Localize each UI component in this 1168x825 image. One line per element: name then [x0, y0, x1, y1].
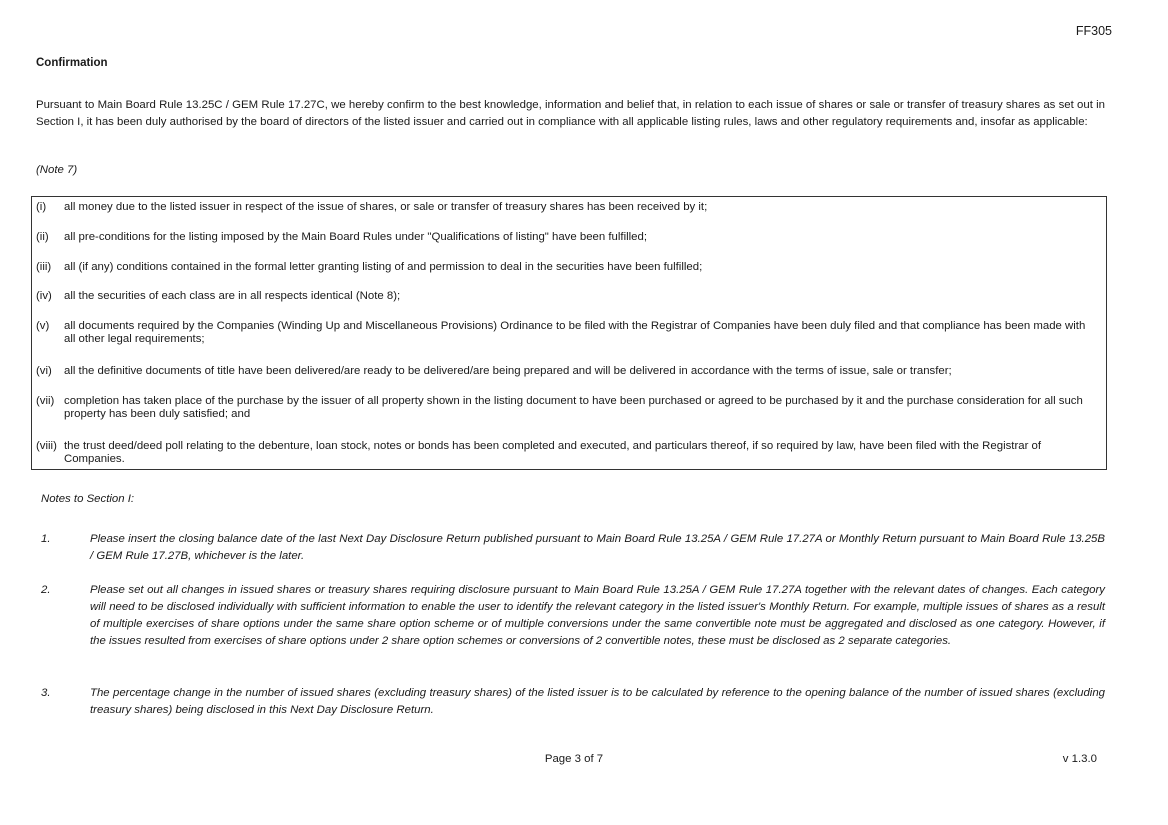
section-heading: Confirmation: [36, 57, 108, 69]
note-number: 2.: [41, 584, 51, 596]
confirmation-item: [36, 201, 1096, 214]
confirmation-number: (iv): [36, 290, 52, 302]
confirmation-item: [36, 440, 1096, 466]
confirmation-text: completion has taken place of the purchase by the issuer of all property shown in the listing document to have been purchased or agreed to be purchased by it and the purchase consideration for all such property has been duly satisfied; and: [64, 395, 1083, 420]
confirmation-item: [36, 395, 1096, 421]
confirmation-number: (ii): [36, 231, 49, 243]
note-item: [41, 531, 1105, 565]
confirmation-item: [36, 261, 1096, 274]
note-text: Please insert the closing balance date of the last Next Day Disclosure Return published pursuant to Main Board Rule 13.25A / GEM Rule 17.27A or Monthly Return pursuant to Main Board Rule 13.25B / GEM Rule 17.27B, whichever is the later.: [90, 533, 1105, 562]
confirmation-item: [36, 320, 1096, 346]
confirmation-item: [36, 365, 1096, 378]
notes-heading: Notes to Section I:: [41, 493, 135, 505]
note-text: Please set out all changes in issued shares or treasury shares requiring disclosure pursuant to Main Board Rule 13.25A / GEM Rule 17.27A together with the relevant dates of changes. Each category will need to be disclosed individually with sufficient information to enable the user to identify the relevant category in the listed issuer's Monthly Return. For example, multiple issues of shares as a result of multiple exercises of share options under the same share option scheme or of multiple conversions under the same convertible note must be aggregated and disclosed as one category. However, if the issues resulted from exercises of share options under 2 share option schemes or conversions of 2 convertible notes, these must be disclosed as 2 separate categories.: [90, 584, 1105, 647]
confirmation-text: all documents required by the Companies (Winding Up and Miscellaneous Provisions) Ordinance to be filed with the Registrar of Companies have been duly filed and that compliance has been made with all other legal requirements;: [64, 320, 1086, 345]
confirmation-box: [31, 196, 1107, 470]
confirmation-text: all the securities of each class are in all respects identical (Note 8);: [64, 290, 401, 302]
confirmation-item: [36, 231, 1096, 244]
confirmation-number: (vii): [36, 395, 55, 407]
confirmation-text: the trust deed/deed poll relating to the debenture, loan stock, notes or bonds has been completed and executed, and particulars thereof, if so required by law, have been filed with the Registrar of Companies.: [64, 440, 1042, 465]
form-code: FF305: [1075, 24, 1112, 38]
version-label: v 1.3.0: [1062, 753, 1097, 765]
confirmation-number: (vi): [36, 365, 52, 377]
note-item: [41, 685, 1105, 719]
note-number: 3.: [41, 687, 51, 699]
page-number: Page 3 of 7: [544, 753, 604, 765]
confirmation-text: all pre-conditions for the listing imposed by the Main Board Rules under "Qualifications of listing" have been fulfilled;: [64, 231, 647, 243]
confirmation-number: (iii): [36, 261, 52, 273]
confirmation-text: all the definitive documents of title have been delivered/are ready to be delivered/are being prepared and will be delivered in accordance with the terms of issue, sale or transfer;: [64, 365, 952, 377]
note-reference: (Note 7): [36, 164, 78, 176]
confirmation-text: all money due to the listed issuer in respect of the issue of shares, or sale or transfer of treasury shares has been received by it;: [64, 201, 708, 213]
note-number: 1.: [41, 533, 51, 545]
confirmation-item: [36, 290, 1096, 303]
confirmation-number: (viii): [36, 440, 57, 452]
note-text: The percentage change in the number of issued shares (excluding treasury shares) of the listed issuer is to be calculated by reference to the opening balance of the number of issued shares (excluding treasury shares) being disclosed in this Next Day Disclosure Return.: [90, 687, 1105, 716]
confirmation-text: all (if any) conditions contained in the formal letter granting listing of and permission to deal in the securities have been fulfilled;: [64, 261, 703, 273]
intro-paragraph: Pursuant to Main Board Rule 13.25C / GEM Rule 17.27C, we hereby confirm to the best knowledge, information and belief that, in relation to each issue of shares or sale or transfer of treasury shares as set out in Section I, it has been duly authorised by the board of directors of the listed issuer and carried out in compliance with all applicable listing rules, laws and other regulatory requirements and, insofar as applicable:: [36, 99, 1105, 128]
confirmation-number: (i): [36, 201, 47, 213]
note-item: [41, 582, 1105, 650]
confirmation-number: (v): [36, 320, 50, 332]
